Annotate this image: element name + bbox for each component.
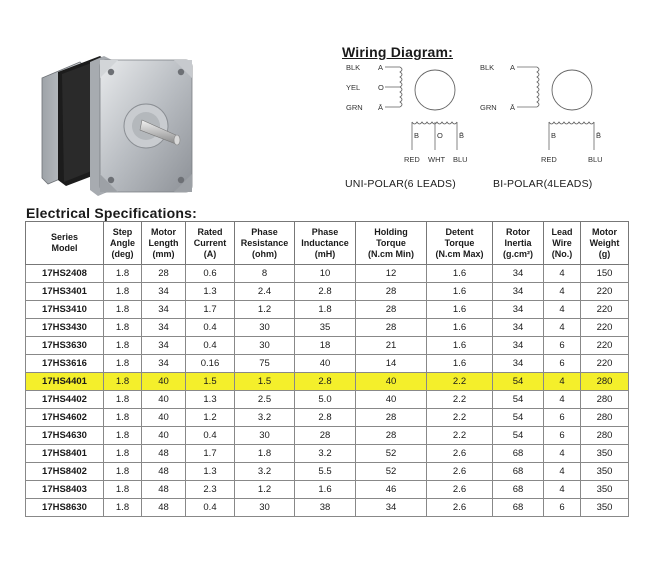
table-cell: 30 [235, 319, 295, 337]
table-cell: 68 [493, 499, 544, 517]
model-cell: 17HS3401 [26, 283, 104, 301]
column-header: Phase Resistance (ohm) [235, 222, 295, 265]
table-cell: 34 [142, 283, 186, 301]
table-cell: 40 [142, 409, 186, 427]
table-cell: 4 [544, 373, 581, 391]
table-cell: 1.8 [104, 445, 142, 463]
table-cell: 350 [581, 445, 629, 463]
model-cell: 17HS4602 [26, 409, 104, 427]
table-cell: 1.3 [186, 391, 235, 409]
table-cell: 68 [493, 463, 544, 481]
table-cell: 1.2 [186, 409, 235, 427]
column-header: Motor Length (mm) [142, 222, 186, 265]
table-cell: 1.8 [104, 409, 142, 427]
uni-label-yel: YEL [346, 83, 361, 92]
table-cell: 4 [544, 463, 581, 481]
uni-wire-red: RED [404, 155, 420, 164]
table-cell: 0.4 [186, 427, 235, 445]
table-cell: 30 [235, 499, 295, 517]
column-header: Detent Torque (N.cm Max) [427, 222, 493, 265]
bi-term-abar: Ā [510, 103, 516, 112]
table-cell: 2.5 [235, 391, 295, 409]
table-cell: 28 [356, 283, 427, 301]
table-cell: 220 [581, 319, 629, 337]
uni-wire-blu: BLU [453, 155, 468, 164]
table-cell: 48 [142, 481, 186, 499]
model-cell: 17HS8630 [26, 499, 104, 517]
table-row [26, 391, 629, 409]
table-cell: 2.2 [427, 373, 493, 391]
table-cell: 54 [493, 409, 544, 427]
column-header: Lead Wire (No.) [544, 222, 581, 265]
table-cell: 30 [235, 337, 295, 355]
table-cell: 68 [493, 445, 544, 463]
table-cell: 4 [544, 481, 581, 499]
table-cell: 34 [493, 337, 544, 355]
table-cell: 3.2 [295, 445, 356, 463]
table-cell: 28 [356, 319, 427, 337]
table-cell: 6 [544, 499, 581, 517]
table-cell: 1.8 [104, 283, 142, 301]
model-cell: 17HS4402 [26, 391, 104, 409]
table-cell: 1.6 [427, 301, 493, 319]
table-cell: 34 [356, 499, 427, 517]
table-cell: 4 [544, 283, 581, 301]
table-cell: 6 [544, 409, 581, 427]
bipolar-caption: BI-POLAR(4LEADS) [493, 178, 593, 190]
table-cell: 2.8 [295, 283, 356, 301]
table-cell: 1.8 [104, 463, 142, 481]
table-cell: 2.2 [427, 427, 493, 445]
table-cell: 2.8 [295, 373, 356, 391]
table-cell: 75 [235, 355, 295, 373]
column-header: Phase Inductance (mH) [295, 222, 356, 265]
table-cell: 48 [142, 499, 186, 517]
model-cell: 17HS3410 [26, 301, 104, 319]
table-cell: 21 [356, 337, 427, 355]
table-cell: 0.4 [186, 337, 235, 355]
table-row [26, 283, 629, 301]
table-cell: 280 [581, 391, 629, 409]
table-cell: 1.8 [104, 427, 142, 445]
table-cell: 5.5 [295, 463, 356, 481]
bi-term-bbar: B̄ [596, 131, 602, 140]
table-cell: 48 [142, 463, 186, 481]
table-cell: 1.8 [295, 301, 356, 319]
table-row [26, 445, 629, 463]
table-row [26, 463, 629, 481]
table-cell: 2.6 [427, 481, 493, 499]
table-cell: 8 [235, 265, 295, 283]
wiring-diagram [340, 44, 640, 194]
table-cell: 46 [356, 481, 427, 499]
table-cell: 30 [235, 427, 295, 445]
table-cell: 1.6 [427, 283, 493, 301]
table-row [26, 337, 629, 355]
table-cell: 1.3 [186, 463, 235, 481]
table-cell: 350 [581, 463, 629, 481]
uni-wire-wht: WHT [428, 155, 446, 164]
model-cell: 17HS4401 [26, 373, 104, 391]
table-cell: 4 [544, 301, 581, 319]
table-cell: 34 [493, 301, 544, 319]
unipolar-diagram [346, 63, 468, 164]
table-cell: 2.6 [427, 445, 493, 463]
model-cell: 17HS8403 [26, 481, 104, 499]
table-cell: 40 [142, 373, 186, 391]
table-cell: 1.6 [427, 319, 493, 337]
table-cell: 12 [356, 265, 427, 283]
uni-term-bbar: B̄ [459, 131, 465, 140]
table-cell: 2.2 [427, 409, 493, 427]
table-cell: 14 [356, 355, 427, 373]
table-cell: 5.0 [295, 391, 356, 409]
table-cell: 350 [581, 499, 629, 517]
wiring-diagram-title: Wiring Diagram: [342, 44, 453, 60]
table-cell: 220 [581, 301, 629, 319]
table-cell: 34 [493, 355, 544, 373]
table-cell: 1.6 [427, 337, 493, 355]
table-cell: 1.8 [235, 445, 295, 463]
uni-term-b: B [414, 131, 420, 140]
table-cell: 2.6 [427, 463, 493, 481]
table-cell: 280 [581, 373, 629, 391]
table-cell: 34 [142, 319, 186, 337]
bi-label-blk: BLK [480, 63, 495, 72]
table-cell: 1.7 [186, 301, 235, 319]
uni-term-abar: Ā [378, 103, 384, 112]
specs-title: Electrical Specifications: [26, 205, 197, 221]
table-cell: 4 [544, 391, 581, 409]
table-row-highlighted [26, 373, 629, 391]
bi-term-b: B [551, 131, 557, 140]
bi-term-a: A [510, 63, 516, 72]
table-cell: 350 [581, 481, 629, 499]
table-cell: 1.3 [186, 283, 235, 301]
column-header: Rated Current (A) [186, 222, 235, 265]
model-cell: 17HS3430 [26, 319, 104, 337]
table-cell: 28 [295, 427, 356, 445]
bi-label-grn: GRN [480, 103, 497, 112]
column-header: Series Model [26, 222, 104, 265]
table-cell: 1.2 [235, 301, 295, 319]
table-cell: 4 [544, 265, 581, 283]
table-cell: 48 [142, 445, 186, 463]
table-cell: 1.8 [104, 337, 142, 355]
table-cell: 6 [544, 337, 581, 355]
bi-wire-blu: BLU [588, 155, 603, 164]
table-cell: 1.7 [186, 445, 235, 463]
table-cell: 0.16 [186, 355, 235, 373]
table-cell: 40 [295, 355, 356, 373]
table-cell: 150 [581, 265, 629, 283]
table-cell: 6 [544, 427, 581, 445]
table-cell: 1.8 [104, 301, 142, 319]
table-cell: 0.4 [186, 319, 235, 337]
model-cell: 17HS3630 [26, 337, 104, 355]
table-cell: 1.6 [295, 481, 356, 499]
table-cell: 40 [142, 427, 186, 445]
table-cell: 54 [493, 391, 544, 409]
uni-label-blk: BLK [346, 63, 361, 72]
table-row [26, 409, 629, 427]
table-cell: 2.2 [427, 391, 493, 409]
table-cell: 0.6 [186, 265, 235, 283]
table-cell: 3.2 [235, 409, 295, 427]
table-cell: 40 [356, 373, 427, 391]
table-cell: 1.5 [186, 373, 235, 391]
uni-term-o: O [378, 83, 384, 92]
specs-header-row [26, 222, 629, 265]
column-header: Motor Weight (g) [581, 222, 629, 265]
table-cell: 10 [295, 265, 356, 283]
model-cell: 17HS4630 [26, 427, 104, 445]
table-cell: 18 [295, 337, 356, 355]
table-cell: 1.8 [104, 481, 142, 499]
table-cell: 28 [356, 301, 427, 319]
table-cell: 220 [581, 283, 629, 301]
table-cell: 2.4 [235, 283, 295, 301]
uni-label-grn: GRN [346, 103, 363, 112]
table-cell: 1.8 [104, 373, 142, 391]
table-cell: 54 [493, 427, 544, 445]
table-cell: 34 [493, 319, 544, 337]
column-header: Rotor Inertia (g.cm²) [493, 222, 544, 265]
table-row [26, 319, 629, 337]
table-row [26, 499, 629, 517]
table-row [26, 301, 629, 319]
table-cell: 1.6 [427, 265, 493, 283]
table-cell: 1.8 [104, 391, 142, 409]
table-cell: 220 [581, 337, 629, 355]
table-row [26, 265, 629, 283]
table-cell: 38 [295, 499, 356, 517]
table-cell: 1.5 [235, 373, 295, 391]
table-row [26, 355, 629, 373]
bipolar-diagram [480, 63, 603, 164]
table-cell: 1.8 [104, 499, 142, 517]
table-cell: 1.8 [104, 265, 142, 283]
table-cell: 28 [356, 427, 427, 445]
table-cell: 34 [142, 337, 186, 355]
table-cell: 220 [581, 355, 629, 373]
table-cell: 35 [295, 319, 356, 337]
table-cell: 280 [581, 409, 629, 427]
table-cell: 6 [544, 355, 581, 373]
uni-term-a: A [378, 63, 384, 72]
table-cell: 34 [493, 283, 544, 301]
table-cell: 28 [142, 265, 186, 283]
table-cell: 3.2 [235, 463, 295, 481]
table-cell: 4 [544, 445, 581, 463]
model-cell: 17HS8402 [26, 463, 104, 481]
table-cell: 4 [544, 319, 581, 337]
table-cell: 40 [356, 391, 427, 409]
column-header: Step Angle (deg) [104, 222, 142, 265]
table-cell: 1.8 [104, 355, 142, 373]
stepper-motor-image [28, 40, 203, 215]
table-cell: 40 [142, 391, 186, 409]
table-cell: 28 [356, 409, 427, 427]
column-header: Holding Torque (N.cm Min) [356, 222, 427, 265]
table-cell: 280 [581, 427, 629, 445]
table-cell: 0.4 [186, 499, 235, 517]
bi-wire-red: RED [541, 155, 557, 164]
table-cell: 2.8 [295, 409, 356, 427]
unipolar-caption: UNI-POLAR(6 LEADS) [345, 178, 456, 190]
table-cell: 1.8 [104, 319, 142, 337]
uni-term-ob: O [437, 131, 443, 140]
table-cell: 2.3 [186, 481, 235, 499]
table-cell: 52 [356, 445, 427, 463]
table-row [26, 481, 629, 499]
table-cell: 68 [493, 481, 544, 499]
model-cell: 17HS8401 [26, 445, 104, 463]
table-cell: 52 [356, 463, 427, 481]
model-cell: 17HS2408 [26, 265, 104, 283]
model-cell: 17HS3616 [26, 355, 104, 373]
table-cell: 54 [493, 373, 544, 391]
table-row [26, 427, 629, 445]
table-cell: 2.6 [427, 499, 493, 517]
table-cell: 1.6 [427, 355, 493, 373]
electrical-specs-table [25, 221, 629, 517]
table-cell: 34 [142, 355, 186, 373]
table-cell: 34 [493, 265, 544, 283]
table-cell: 34 [142, 301, 186, 319]
table-cell: 1.2 [235, 481, 295, 499]
